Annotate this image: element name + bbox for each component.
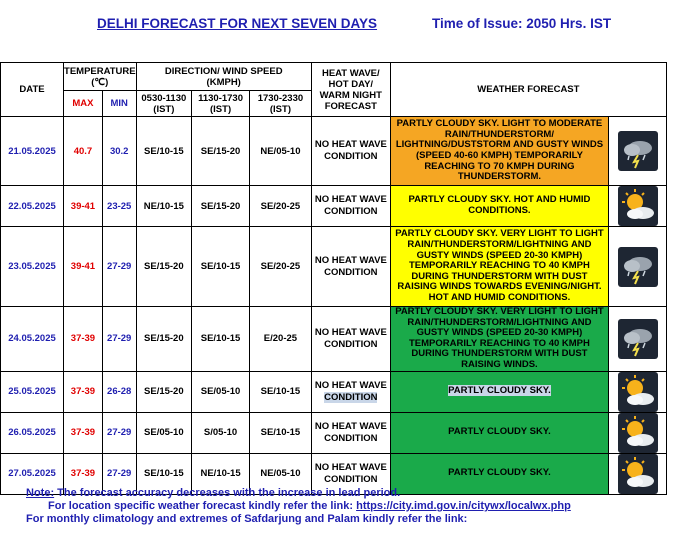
wind-cell: E/20-25: [249, 307, 311, 372]
wind-cell: SE/15-20: [136, 371, 192, 412]
heat-line: CONDITION: [324, 266, 378, 278]
heat-header-line: FORECAST: [324, 100, 377, 112]
heat-line: NO HEAT WAVE: [314, 194, 387, 205]
max-cell: 39-41: [64, 227, 103, 307]
wind-cell: SE/15-20: [192, 117, 250, 186]
highlighted-text: PARTLY CLOUDY SKY.: [448, 385, 551, 397]
slot1-header: [136, 91, 192, 117]
slot-time: 0530-1130: [141, 92, 187, 104]
min-cell: 27-29: [102, 412, 136, 453]
thunderstorm-icon: [618, 319, 658, 359]
heat-line: CONDITION: [324, 432, 378, 444]
weather-forecast-header: WEATHER FORECAST: [390, 63, 666, 117]
weather-icon-cell: [609, 412, 667, 453]
heat-line: NO HEAT WAVE: [314, 379, 387, 391]
max-header: MAX: [64, 91, 103, 117]
weather-icon-cell: [609, 227, 667, 307]
accuracy-note: [0, 487, 571, 500]
heat-line: CONDITION: [324, 151, 378, 162]
thunderstorm-icon: [618, 131, 658, 171]
table-row: [1, 186, 667, 227]
min-cell: 27-29: [102, 227, 136, 307]
forecast-cell: PARTLY CLOUDY SKY.: [390, 453, 608, 494]
slot-ist: (IST): [210, 103, 232, 115]
wind-cell: SE/05-10: [192, 371, 250, 412]
slot3-header: [249, 91, 311, 117]
heat-line: NO HEAT WAVE: [314, 326, 387, 338]
min-cell: 27-29: [102, 453, 136, 494]
date-cell: 24.05.2025: [1, 307, 64, 372]
date-cell: 25.05.2025: [1, 371, 64, 412]
min-cell: 27-29: [102, 307, 136, 372]
wind-cell: SE/05-10: [136, 412, 192, 453]
weather-icon-cell: [609, 371, 667, 412]
table-row: [1, 371, 667, 412]
date-cell: 23.05.2025: [1, 227, 64, 307]
date-cell: 22.05.2025: [1, 186, 64, 227]
date-cell: 21.05.2025: [1, 117, 64, 186]
max-cell: 39-41: [64, 186, 103, 227]
weather-icon-cell: [609, 307, 667, 372]
forecast-table: [0, 62, 667, 495]
max-cell: 37-39: [64, 453, 103, 494]
slot-ist: (IST): [269, 103, 291, 115]
wind-cell: SE/20-25: [249, 227, 311, 307]
wind-cell: NE/10-15: [192, 453, 250, 494]
heat-line: [312, 392, 390, 404]
wind-label: DIRECTION/ WIND SPEED: [164, 65, 283, 77]
forecast-cell: PARTLY CLOUDY SKY. LIGHT TO MODERATE RAIN/THUNDERSTORM/ LIGHTNING/DUSTSTORM AND GUSTY WINDS (SPEED 40-60 KMPH) TEMPORARILY REACHING TO 70 KMPH DURING THUNDERSTORM.: [390, 117, 608, 186]
heat-line: NO HEAT WAVE: [314, 461, 387, 473]
partly-cloudy-icon: [618, 372, 658, 412]
heat-line: NO HEAT WAVE: [314, 420, 387, 432]
forecast-cell: PARTLY CLOUDY SKY. VERY LIGHT TO LIGHT RAIN/THUNDERSTORM/LIGHTNING AND GUSTY WINDS (SPEED 20-30 KMPH) TEMPORARILY REACHING TO 40 KMPH DURING THUNDERSTORM WITH DUST RAISING WINDS TOWARDS EVENING/NIGHT. HOT AND HUMID CONDITIONS.: [390, 227, 608, 307]
temperature-unit: (℃): [91, 76, 109, 88]
heat-wave-cell: [311, 307, 390, 372]
heat-line: NO HEAT WAVE: [314, 139, 387, 150]
page-title: DELHI FORECAST FOR NEXT SEVEN DAYS: [97, 16, 378, 31]
weather-icon-cell: [609, 453, 667, 494]
date-cell: 26.05.2025: [1, 412, 64, 453]
highlighted-text: CONDITION: [324, 391, 378, 403]
heat-wave-cell: [311, 186, 390, 227]
max-cell: 37-39: [64, 412, 103, 453]
wind-cell: SE/15-20: [192, 186, 250, 227]
table-row: [1, 117, 667, 186]
slot-ist: (IST): [153, 103, 175, 115]
wind-unit: (KMPH): [206, 76, 241, 88]
wind-cell: SE/20-25: [249, 186, 311, 227]
slot2-header: [192, 91, 250, 117]
issue-time: Time of Issue: 2050 Hrs. IST: [432, 16, 612, 31]
note-label: Note:: [26, 487, 55, 499]
wind-cell: NE/05-10: [249, 117, 311, 186]
slot-time: 1730-2330: [257, 92, 304, 104]
forecast-cell: PARTLY CLOUDY SKY.: [390, 412, 608, 453]
table-row: [1, 227, 667, 307]
partly-cloudy-icon: [618, 413, 658, 453]
min-cell: 26-28: [102, 371, 136, 412]
weather-icon-cell: [609, 117, 667, 186]
wind-cell: SE/10-15: [192, 307, 250, 372]
date-cell: 27.05.2025: [1, 453, 64, 494]
slot-time: 1130-1730: [198, 92, 244, 104]
wind-cell: SE/10-15: [192, 227, 250, 307]
heat-line: NO HEAT WAVE: [314, 254, 387, 266]
climatology-note: For monthly climatology and extremes of Safdarjung and Palam kindly refer the link:: [26, 513, 468, 525]
wind-cell: SE/15-20: [136, 307, 192, 372]
max-cell: 37-39: [64, 371, 103, 412]
forecast-cell: PARTLY CLOUDY SKY. HOT AND HUMID CONDITIONS.: [390, 186, 608, 227]
wind-cell: NE/10-15: [136, 186, 192, 227]
wind-cell: NE/05-10: [249, 453, 311, 494]
heat-line: CONDITION: [324, 206, 378, 217]
max-cell: 37-39: [64, 307, 103, 372]
note-text: The forecast accuracy decreases with the increase in lead period.: [54, 487, 401, 499]
wind-cell: SE/10-15: [136, 453, 192, 494]
min-header: MIN: [102, 91, 136, 117]
wind-cell: SE/10-15: [249, 412, 311, 453]
heat-wave-header: [311, 63, 390, 117]
forecast-cell: [390, 371, 608, 412]
heat-wave-cell: [311, 117, 390, 186]
min-cell: 30.2: [102, 117, 136, 186]
wind-cell: SE/15-20: [136, 227, 192, 307]
weather-icon-cell: [609, 186, 667, 227]
wind-cell: S/05-10: [192, 412, 250, 453]
heat-wave-cell: [311, 371, 390, 412]
heat-header-line: WARM NIGHT: [319, 89, 382, 101]
heat-wave-cell: [311, 412, 390, 453]
location-note: [0, 500, 571, 513]
date-header: DATE: [1, 63, 64, 117]
wind-header: [136, 63, 311, 91]
heat-line: CONDITION: [324, 338, 378, 350]
heat-header-line: HOT DAY/: [328, 78, 374, 90]
temperature-header: [64, 63, 136, 91]
heat-header-line: HEAT WAVE/: [321, 67, 380, 79]
table-row: [1, 412, 667, 453]
location-text: For location specific weather forecast kindly refer the link:: [48, 500, 357, 512]
table-row: [1, 307, 667, 372]
max-cell: 40.7: [64, 117, 103, 186]
wind-cell: SE/10-15: [136, 117, 192, 186]
notes-section: [0, 487, 571, 526]
forecast-cell: PARTLY CLOUDY SKY. VERY LIGHT TO LIGHT RAIN/THUNDERSTORM/LIGHTNING AND GUSTY WINDS (SPEED 20-30 KMPH) TEMPORARILY REACHING TO 40 KMPH DURING THUNDERSTORM WITH DUST RAISING WINDS.: [390, 307, 608, 372]
partly-cloudy-icon: [618, 454, 658, 494]
heat-line: CONDITION: [324, 473, 378, 485]
heat-wave-cell: [311, 227, 390, 307]
thunderstorm-icon: [618, 247, 658, 287]
location-link[interactable]: https://city.imd.gov.in/citywx/localwx.php: [356, 500, 571, 512]
partly-cloudy-icon: [618, 186, 658, 226]
wind-cell: SE/10-15: [249, 371, 311, 412]
min-cell: 23-25: [102, 186, 136, 227]
temperature-label: TEMPERATURE: [64, 65, 136, 77]
